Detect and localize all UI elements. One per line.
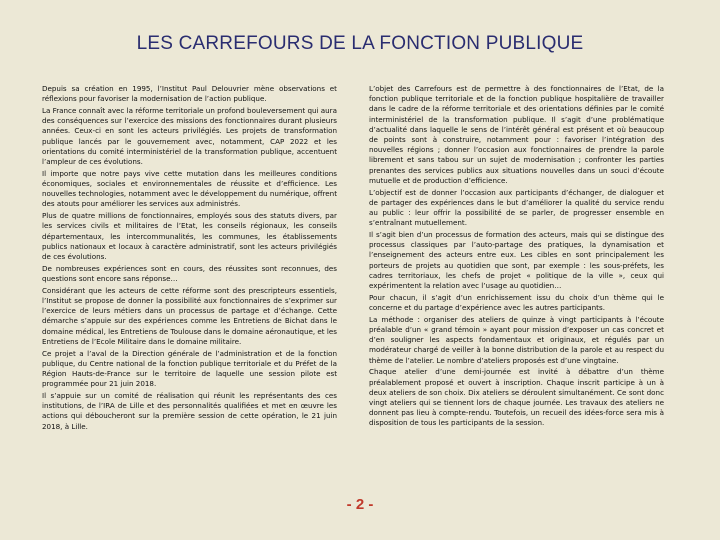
paragraph: L’objectif est de donner l’occasion aux participants d’échanger, de dialoguer et de partager des expériences dans le but d’améliorer la qualité du service rendu au public : leur offrir la possibilité de se parler, de progresser ensemble en s’entraînant mutuellement. — [369, 187, 664, 228]
paragraph: Chaque atelier d’une demi-journée est invité à débattre d’un thème préalablement proposé et ouvert à inscription. Chaque inscrit participe à un à deux ateliers de son choix. Dix ateliers se déroulent simultanément. Ce sont donc vingt ateliers qui se tiennent lors de chaque journée. Les travaux des ateliers ne donnent pas lieu à compte-rendu. Toutefois, un recueil des idées-force sera mis à disposition de tous les participants de la session. — [369, 367, 664, 428]
paragraph: Considérant que les acteurs de cette réforme sont des prescripteurs essentiels, l’Institut se propose de donner la possibilité aux fonctionnaires de s’exprimer sur l’exercice de leurs métiers dans un processus de partage et d’échange. Cette démarche s’appuie sur des expériences comme les Entretiens de Bichat dans le domaine médical, les Entretiens de Toulouse dans le domaine aéronautique, et les Entretiens de l’Ecole Militaire dans le domaine militaire. — [42, 285, 337, 346]
left-column — [42, 84, 337, 433]
paragraph: Pour chacun, il s’agit d’un enrichissement issu du choix d’un thème qui le concerne et du partage d’expérience avec les autres participants. — [369, 292, 664, 313]
page-number: - 2 - — [346, 496, 374, 513]
paragraph: L’objet des Carrefours est de permettre à des fonctionnaires de l’Etat, de la fonction publique territoriale et de la fonction publique hospitalière de travailler dans le cadre de la réforme territoriale et des orientations définies par le comité interministériel de la transformation publique. Il s’agit d’une problématique d’actualité dans laquelle le sens de l’intérêt général est présent et où beaucoup de points sont à construire, notamment pour : favoriser l’intégration des nouvelles régions ; donner l’occasion aux fonctionnaires de prendre la parole librement et sans tabou sur un sujet de modernisation ; confronter les parties prenantes des services publics aux situations nouvelles dans un souci d’écoute mutuelle et de production d’efficience. — [369, 84, 664, 185]
paragraph: Il s’appuie sur un comité de réalisation qui réunit les représentants des ces institutions, de l’IRA de Lille et des personnalités qualifiées et met en œuvre les actions qui déboucheront sur la première session de cette opération, le 21 juin 2018, à Lille. — [42, 391, 337, 431]
paragraph: Depuis sa création en 1995, l’Institut Paul Delouvrier mène observations et réflexions pour favoriser la modernisation de l’action publique. — [42, 84, 337, 104]
paragraph: La méthode : organiser des ateliers de quinze à vingt participants à l’écoute préalable d’un « grand témoin » ayant pour mission d’exposer un cas concret et d’en souligner les aspects fondamentaux et originaux, et régulés par un modérateur chargé de veiller à la bonne distribution de la parole et au respect du thème de l’atelier. Le nombre d’ateliers proposés est d’une vingtaine. — [369, 314, 664, 365]
paragraph: De nombreuses expériences sont en cours, des réussites sont reconnues, des questions sont encore sans réponse… — [42, 263, 337, 284]
right-column — [369, 84, 664, 430]
paragraph: Il importe que notre pays vive cette mutation dans les meilleures conditions économiques, sociales et environnementales de réussite et d’efficience. Les nouvelles technologies, notamment avec le développement du numérique, offrent des atouts pour améliorer les services aux administrés. — [42, 168, 337, 209]
paragraph: La France connaît avec la réforme territoriale un profond bouleversement qui aura des conséquences sur l’exercice des missions des fonctionnaires durant plusieurs années. Ceux-ci en sont les acteurs privilégiés. Les projets de transformation publique lancés par le gouvernement avec, notamment, CAP 2022 et les orientations du comité interministériel de la transformation publique, accentuent l’ampleur de ces évolutions. — [42, 106, 337, 167]
page-title: LES CARREFOURS DE LA FONCTION PUBLIQUE — [136, 33, 584, 54]
paragraph: Plus de quatre millions de fonctionnaires, employés sous des statuts divers, par les services civils et militaires de l’Etat, les conseils régionaux, les conseils départementaux, les intercommunalités, les communes, les établissements publics nationaux et locaux à caractère administratif, sont les acteurs privilégiés de ces évolutions. — [42, 211, 337, 262]
paragraph: Il s’agit bien d’un processus de formation des acteurs, mais qui se distingue des processus classiques par l’auto-partage des pratiques, la dynamisation et l’enseignement des acteurs entre eux. Les cibles en sont principalement les porteurs de projets au quotidien que sont, par exemple : les sous-préfets, les cadres territoriaux, les chefs de projet « politique de la ville », ceux qui expérimentent la relation avec l’usage au quotidien… — [369, 230, 664, 291]
paragraph: Ce projet a l’aval de la Direction générale de l’administration et de la fonction publique, du Centre national de la fonction publique territoriale et du Préfet de la Région Hauts-de-France sur le territoire de laquelle une session pilote est programmée pour 21 juin 2018. — [42, 348, 337, 389]
